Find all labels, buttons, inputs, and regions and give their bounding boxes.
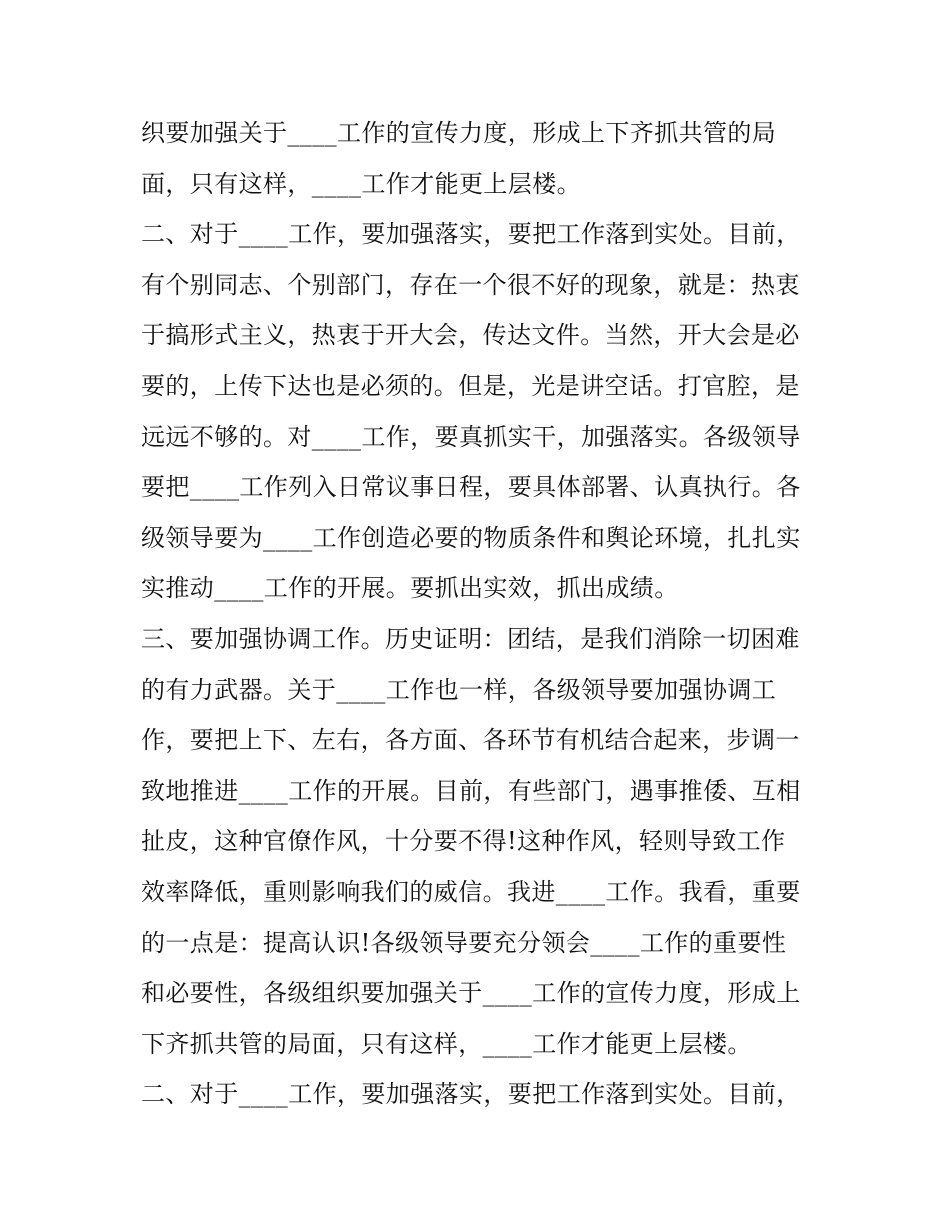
text-line-9: 级领导要为____工作创造必要的物质条件和舆论环境，扎扎实 [141, 523, 801, 552]
text-line-5: 于搞形式主义，热衷于开大会，传达文件。当然，开大会是必 [141, 321, 800, 350]
text-line-11: 三、要加强协调工作。历史证明：团结，是我们消除一切困难 [141, 624, 800, 653]
text-line-10: 实推动____工作的开展。要抓出实效，抓出成绩。 [141, 574, 679, 603]
text-line-1: 织要加强关于____工作的宣传力度，形成上下齐抓共管的局 [141, 119, 777, 147]
text-line-15: 扯皮，这种官僚作风，十分要不得!这种作风，轻则导致工作 [141, 827, 786, 856]
text-line-8: 要把____工作列入日常议事日程，要具体部署、认真执行。各 [141, 473, 801, 502]
text-line-17: 的一点是：提高认识!各级领导要充分领会____工作的重要性 [141, 928, 787, 957]
text-line-19: 下齐抓共管的局面，只有这样，____工作才能更上层楼。 [141, 1029, 752, 1058]
text-line-6: 要的，上传下达也是必须的。但是，光是讲空话。打官腔，是 [141, 371, 800, 400]
text-line-20: 二、对于____工作，要加强落实，要把工作落到实处。目前， [141, 1080, 801, 1109]
body-text [141, 108, 821, 1120]
text-line-3: 二、对于____工作，要加强落实，要把工作落到实处。目前， [141, 220, 801, 249]
text-line-16: 效率降低，重则影响我们的威信。我进____工作。我看，重要 [141, 877, 801, 906]
text-line-2: 面，只有这样，____工作才能更上层楼。 [141, 169, 581, 198]
text-line-14: 致地推进____工作的开展。目前，有些部门，遇事推倭、互相 [141, 776, 801, 805]
text-line-18: 和必要性，各级组织要加强关于____工作的宣传力度，形成上 [141, 979, 801, 1008]
text-line-4: 有个别同志、个别部门，存在一个很不好的现象，就是：热衷 [141, 270, 800, 299]
text-line-12: 的有力武器。关于____工作也一样，各级领导要加强协调工 [141, 675, 777, 704]
text-line-13: 作，要把上下、左右，各方面、各环节有机结合起来，步调一 [141, 726, 800, 755]
text-line-7: 远远不够的。对____工作，要真抓实干，加强落实。各级领导 [141, 422, 801, 451]
